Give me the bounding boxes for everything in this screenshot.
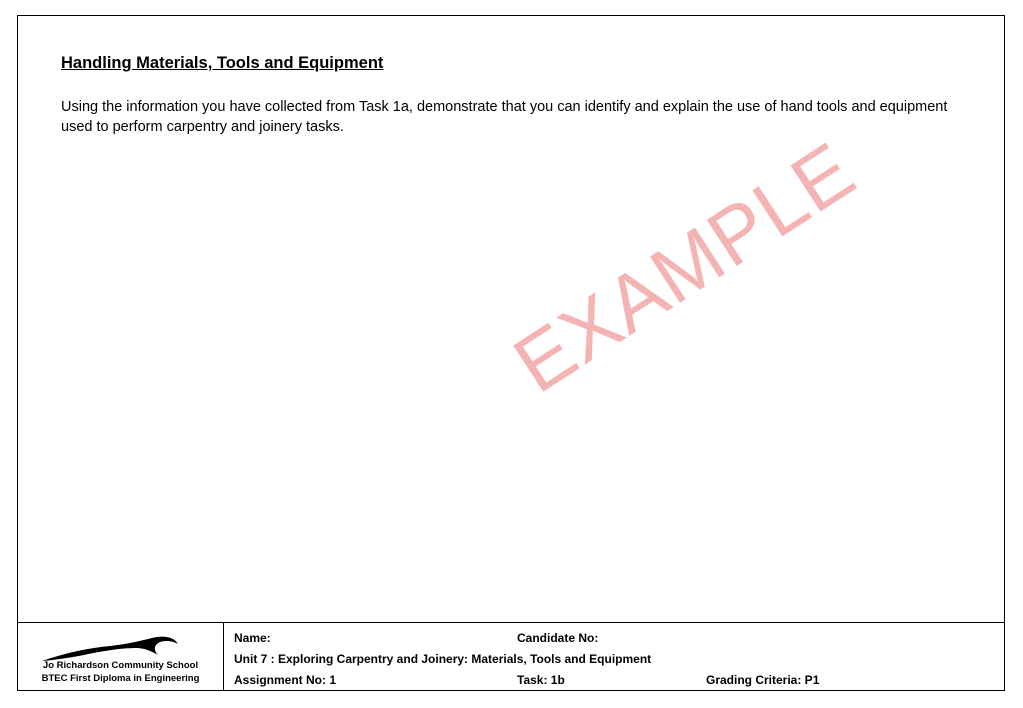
- name-label: Name:: [234, 631, 271, 645]
- course-name: BTEC First Diploma in Engineering: [41, 673, 200, 684]
- unit-title: Unit 7 : Exploring Carpentry and Joinery: Materials, Tools and Equipment: [234, 652, 652, 666]
- example-watermark: EXAMPLE: [498, 125, 870, 410]
- task-number: Task: 1b: [517, 673, 565, 687]
- task-instructions: Using the information you have collected from Task 1a, demonstrate that you can identify and explain the use of hand tools and equipment used to perform carpentry and joinery tasks.: [61, 99, 948, 135]
- page-title: Handling Materials, Tools and Equipment: [61, 54, 384, 72]
- assignment-number: Assignment No: 1: [234, 673, 337, 687]
- candidate-number-label: Candidate No:: [517, 631, 599, 645]
- grading-criteria: Grading Criteria: P1: [706, 673, 820, 687]
- school-name: Jo Richardson Community School: [42, 660, 199, 671]
- school-info: [18, 623, 224, 691]
- page-frame: [17, 15, 1005, 691]
- footer-panel: [18, 622, 1004, 691]
